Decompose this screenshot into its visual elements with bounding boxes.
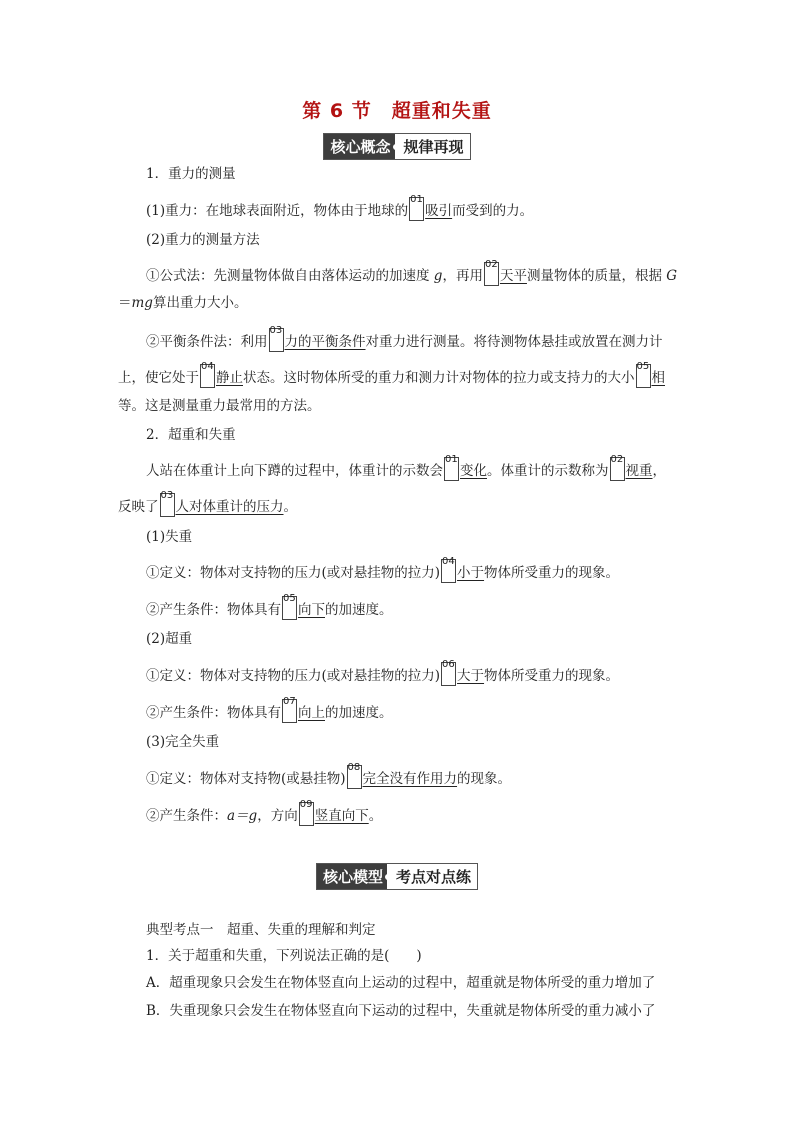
heading-gravity-measure: 1．重力的测量: [146, 166, 236, 182]
answer-box: [347, 762, 362, 789]
text-fragment: ①定义：物体对支持物的压力(或对悬挂物的拉力): [146, 668, 441, 684]
answer-text: 大于: [457, 668, 485, 684]
text-fragment: 的加速度。: [325, 602, 393, 618]
text-fragment: 物体所受重力的现象。: [484, 668, 620, 684]
answer-number: 01: [410, 194, 423, 205]
answer-box: [282, 593, 297, 620]
text-fragment: 测量物体的质量，根据: [526, 268, 667, 284]
text-fragment: 上，使它处于: [118, 370, 199, 386]
text-fragment: ，再用: [442, 268, 483, 284]
text-fragment: ，: [652, 463, 666, 479]
paragraph-overweight-cond: [146, 696, 393, 723]
answer-number: 05: [283, 593, 296, 604]
text-fragment: a＝g: [227, 808, 258, 824]
text-fragment: G: [666, 268, 678, 284]
answer-box: [200, 361, 215, 388]
paragraph-balance-method: [146, 325, 663, 352]
text-fragment: 算出重力大小。: [152, 295, 248, 311]
answer-text: 竖直向下: [314, 808, 369, 824]
answer-number: 06: [442, 659, 455, 670]
text-fragment: 反映了: [118, 499, 159, 515]
text-fragment: 的现象。: [457, 771, 512, 787]
answer-number: 08: [347, 762, 361, 773]
heading-over-under-weight: 2．超重和失重: [146, 427, 236, 443]
section-banner-concepts: [0, 133, 794, 160]
paragraph-scale-reading: [146, 454, 666, 481]
paragraph-balance-method-cont: [118, 361, 665, 388]
answer-box: [160, 490, 175, 517]
answer-text: 小于: [457, 565, 485, 581]
text-fragment: g: [433, 268, 443, 284]
text-fragment: ②产生条件：物体具有: [146, 705, 281, 721]
text-fragment: 。: [283, 499, 297, 515]
paragraph-overweight-def: [146, 659, 620, 686]
banner-light-label: 规律再现: [395, 134, 470, 159]
answer-box: [409, 194, 424, 221]
answer-text: 向下: [298, 602, 325, 618]
answer-text: 变化: [460, 463, 487, 479]
answer-text: 力的平衡条件: [284, 334, 366, 350]
answer-number: 09: [299, 799, 313, 810]
text-fragment: mg: [131, 295, 153, 311]
text-fragment: 。体重计的示数称为: [487, 463, 609, 479]
question-1: 1．关于超重和失重，下列说法正确的是( ): [146, 948, 422, 964]
banner-dark-label: 核心模型: [317, 864, 387, 889]
paragraph-gravity-def: [146, 194, 534, 221]
paragraph-formula-method-cont: [118, 293, 247, 313]
answer-text: 相: [651, 370, 665, 386]
answer-text: 天平: [499, 268, 527, 284]
answer-number: 05: [636, 361, 650, 372]
text-fragment: 人站在体重计上向下蹲的过程中，体重计的示数会: [146, 463, 443, 479]
answer-box: [636, 361, 651, 388]
text-fragment: 物体所受重力的现象。: [484, 565, 620, 581]
text-fragment: 。: [368, 808, 383, 824]
page-title: 第 6 节 超重和失重: [302, 100, 492, 122]
section-banner-models: [0, 863, 794, 890]
answer-number: 03: [160, 490, 174, 501]
answer-box: [282, 696, 297, 723]
answer-box: [441, 659, 456, 686]
answer-number: 04: [201, 361, 214, 372]
text-fragment: 状态。这时物体所受的重力和测力计对物体的拉力或支持力的大小: [243, 370, 635, 386]
answer-box: [269, 325, 284, 352]
text-fragment: 的加速度。: [325, 705, 393, 721]
text-fragment: ②平衡条件法：利用: [146, 334, 268, 350]
paragraph-weightless-cond: [146, 799, 383, 826]
exam-topic: 典型考点一 超重、失重的理解和判定: [146, 922, 376, 938]
paragraph-weight-loss-def: [146, 556, 620, 583]
answer-number: 02: [484, 259, 498, 270]
answer-text: 视重: [625, 463, 653, 479]
answer-number: 02: [610, 454, 624, 465]
heading-measure-methods: (2)重力的测量方法: [146, 232, 260, 248]
option-b: B．失重现象只会发生在物体竖直向下运动的过程中，失重就是物体所受的重力减小了: [146, 1003, 656, 1019]
paragraph-weight-loss-cond: [146, 593, 393, 620]
answer-box: [484, 259, 499, 286]
answer-box: [299, 799, 314, 826]
text-fragment: ＝: [118, 295, 132, 311]
answer-text: 向上: [298, 705, 325, 721]
text-fragment: ②产生条件：: [146, 808, 227, 824]
answer-text: 人对体重计的压力: [175, 499, 284, 515]
paragraph-formula-method: [146, 259, 678, 286]
answer-number: 07: [283, 696, 296, 707]
answer-text: 完全没有作用力: [362, 771, 458, 787]
text-fragment: ①定义：物体对支持物的压力(或对悬挂物的拉力): [146, 565, 441, 581]
heading-overweight: (2)超重: [146, 631, 193, 647]
text-fragment: (1)重力：在地球表面附近，物体由于地球的: [146, 203, 409, 219]
answer-text: 吸引: [425, 203, 453, 219]
option-a: A．超重现象只会发生在物体竖直向上运动的过程中，超重就是物体所受的重力增加了: [146, 975, 656, 991]
paragraph-scale-reading-cont: [118, 490, 297, 517]
banner-dark-label: 核心概念: [324, 134, 394, 159]
paragraph-balance-method-end: 等。这是测量重力最常用的方法。: [118, 398, 321, 414]
banner-light-label: 考点对点练: [387, 864, 477, 889]
heading-weight-loss: (1)失重: [146, 529, 193, 545]
answer-box: [444, 454, 459, 481]
text-fragment: 对重力进行测量。将待测物体悬挂或放置在测力计: [365, 334, 663, 350]
text-fragment: ①公式法：先测量物体做自由落体运动的加速度: [146, 268, 434, 284]
text-fragment: 而受到的力。: [452, 203, 534, 219]
answer-number: 04: [442, 556, 455, 567]
answer-text: 静止: [216, 370, 243, 386]
paragraph-weightless-def: [146, 762, 512, 789]
answer-box: [610, 454, 625, 481]
text-fragment: ①定义：物体对支持物(或悬挂物): [146, 771, 346, 787]
answer-number: 01: [445, 454, 458, 465]
text-fragment: ②产生条件：物体具有: [146, 602, 281, 618]
answer-box: [441, 556, 456, 583]
heading-complete-weightless: (3)完全失重: [146, 734, 220, 750]
text-fragment: ，方向: [257, 808, 298, 824]
answer-number: 03: [269, 325, 283, 336]
